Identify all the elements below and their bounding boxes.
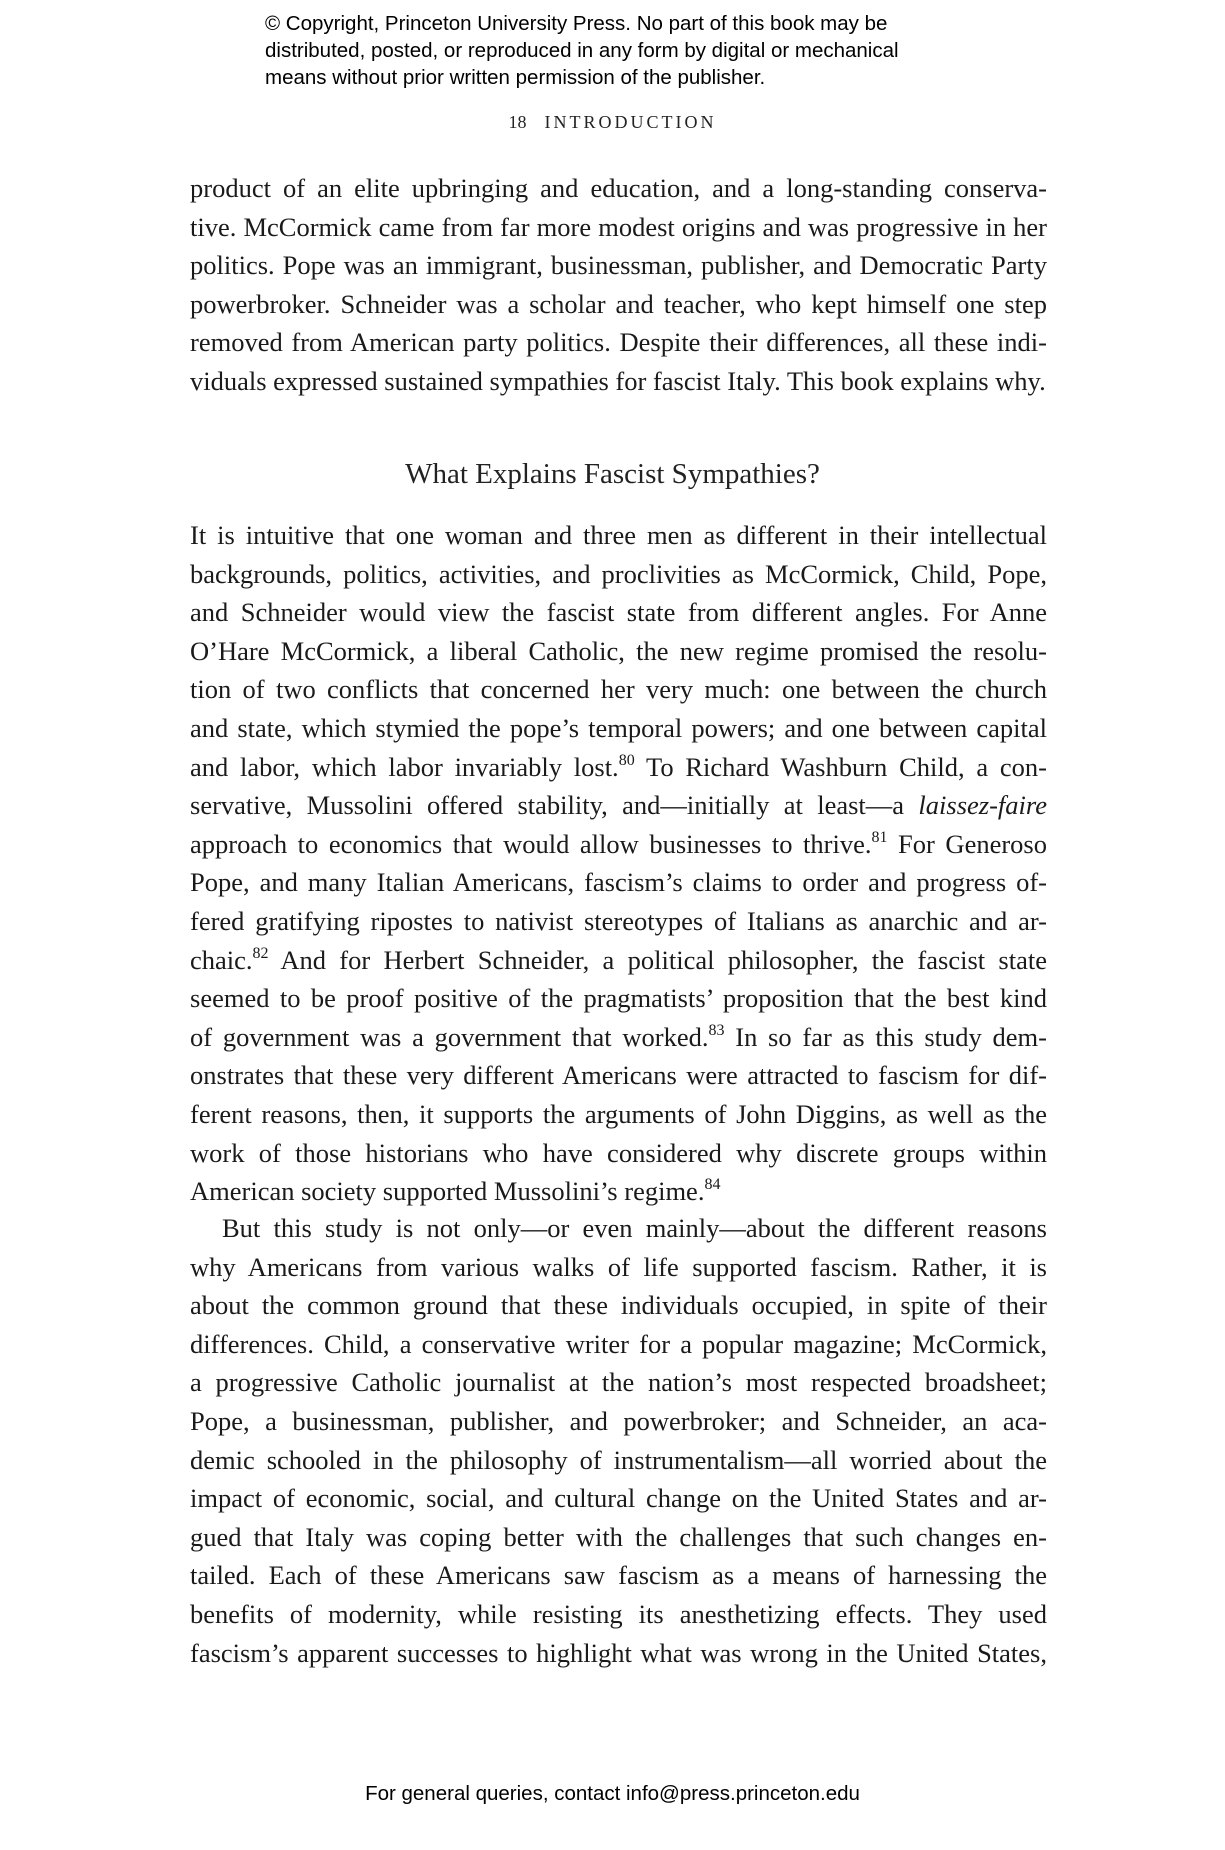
- text-run: tion of two conflicts that concerned her very much: one between the church: [190, 674, 1047, 705]
- text-line: [190, 1325, 1047, 1364]
- text-run: tailed. Each of these Americans saw fascism as a means of harnessing the: [190, 1560, 1047, 1591]
- text-run: ferent reasons, then, it supports the arguments of John Diggins, as well as the: [190, 1098, 1047, 1129]
- copyright-line: means without prior written permission of the publisher.: [265, 66, 766, 89]
- text-run: viduals expressed sustained sympathies for fascist Italy. This book explains why.: [190, 365, 1046, 396]
- text-line: [190, 979, 1047, 1018]
- text-run: And for Herbert Schneider, a political philosopher, the fascist state: [268, 944, 1047, 975]
- text-run: O’Hare McCormick, a liberal Catholic, the new regime promised the resolu-: [190, 635, 1047, 666]
- text-run: and state, which stymied the pope’s temporal powers; and one between capital: [190, 712, 1047, 743]
- text-run: It is intuitive that one woman and three men as different in their intellectual: [190, 520, 1047, 550]
- text-run: For Generoso: [887, 828, 1047, 859]
- text-line: [190, 748, 1047, 787]
- text-line: [190, 902, 1047, 941]
- text-line: [190, 208, 1047, 247]
- text-line: [190, 709, 1047, 748]
- text-line: [190, 593, 1047, 632]
- text-line: [190, 1402, 1047, 1441]
- text-run: differences. Child, a conservative writer for a popular magazine; McCormick,: [190, 1328, 1047, 1359]
- text-run: work of those historians who have considered why discrete groups within: [190, 1137, 1047, 1168]
- text-line: [190, 1134, 1047, 1173]
- text-line: [190, 1363, 1047, 1402]
- paragraph: [190, 1209, 1047, 1672]
- text-run: and labor, which labor invariably lost.: [190, 751, 619, 782]
- paragraph: [190, 516, 1047, 1211]
- text-line: [190, 1479, 1047, 1518]
- text-run: politics. Pope was an immigrant, businessman, publisher, and Democratic Party: [190, 250, 1047, 281]
- text-line: [190, 1018, 1047, 1057]
- text-run: In so far as this study dem-: [724, 1021, 1047, 1052]
- text-line: [190, 362, 1047, 401]
- text-run: impact of economic, social, and cultural change on the United States and ar-: [190, 1483, 1047, 1514]
- text-run: benefits of modernity, while resisting its anesthetizing effects. They used: [190, 1598, 1047, 1629]
- section-heading: What Explains Fascist Sympathies?: [405, 458, 820, 490]
- footnote-ref: 83: [708, 1021, 725, 1039]
- text-line: [190, 941, 1047, 980]
- text-run: fascism’s apparent successes to highlight what was wrong in the United States,: [190, 1637, 1047, 1668]
- text-run: American society supported Mussolini’s regime.: [190, 1176, 705, 1207]
- text-run: Pope, and many Italian Americans, fascism’s claims to order and progress of-: [190, 867, 1047, 898]
- text-run: demic schooled in the philosophy of instrumentalism—all worried about the: [190, 1444, 1047, 1475]
- text-run: removed from American party politics. Despite their differences, all these indi-: [190, 327, 1047, 358]
- text-line: [190, 516, 1047, 555]
- text-run: Pope, a businessman, publisher, and powerbroker; and Schneider, an aca-: [190, 1405, 1047, 1436]
- text-run: fered gratifying ripostes to nativist stereotypes of Italians as anarchic and ar-: [190, 905, 1047, 936]
- text-line: [190, 825, 1047, 864]
- text-line: [190, 1095, 1047, 1134]
- text-run: chaic.: [190, 944, 253, 975]
- text-line: [190, 246, 1047, 285]
- footnote-ref: 82: [252, 944, 269, 962]
- text-line: [190, 1248, 1047, 1287]
- text-line: [190, 1634, 1047, 1673]
- text-run: approach to economics that would allow businesses to thrive.: [190, 828, 872, 859]
- text-run: a progressive Catholic journalist at the nation’s most respected broadsheet;: [190, 1367, 1047, 1398]
- paragraph: [190, 169, 1047, 401]
- text-run: backgrounds, politics, activities, and proclivities as McCormick, Child, Pope,: [190, 558, 1047, 589]
- text-run: about the common ground that these individuals occupied, in spite of their: [190, 1290, 1047, 1321]
- text-line: [190, 285, 1047, 324]
- text-run: why Americans from various walks of life supported fascism. Rather, it is: [190, 1251, 1047, 1282]
- text-run: powerbroker. Schneider was a scholar and teacher, who kept himself one step: [190, 288, 1047, 319]
- footer-contact: For general queries, contact info@press.princeton.edu: [365, 1782, 860, 1805]
- text-line: [190, 1286, 1047, 1325]
- text-line: [190, 632, 1047, 671]
- footnote-ref: 84: [704, 1176, 721, 1194]
- copyright-line: © Copyright, Princeton University Press. No part of this book may be: [265, 12, 888, 35]
- text-line: [190, 1518, 1047, 1557]
- text-run: seemed to be proof positive of the pragmatists’ proposition that the best kind: [190, 983, 1047, 1014]
- text-line: [190, 786, 1047, 825]
- text-line: [190, 555, 1047, 594]
- text-line: [190, 1172, 1047, 1211]
- text-run: of government was a government that worked.: [190, 1021, 709, 1052]
- page-number: 18: [508, 112, 527, 132]
- text-run: To Richard Washburn Child, a con-: [634, 751, 1047, 782]
- copyright-notice: [265, 10, 899, 91]
- text-run: servative, Mussolini offered stability, and—initially at least—a: [190, 790, 919, 821]
- text-line: [190, 323, 1047, 362]
- text-line: [190, 1441, 1047, 1480]
- text-line: [190, 670, 1047, 709]
- running-head-title: INTRODUCTION: [544, 112, 717, 132]
- text-run: and Schneider would view the fascist state from different angles. For Anne: [190, 597, 1047, 628]
- text-line: [190, 1209, 1047, 1248]
- footnote-ref: 80: [618, 751, 635, 769]
- text-line: [190, 1556, 1047, 1595]
- running-head: [0, 112, 1225, 133]
- text-line: [190, 169, 1047, 208]
- text-run: onstrates that these very different Americans were attracted to fascism for dif-: [190, 1060, 1047, 1091]
- text-run: tive. McCormick came from far more modest origins and was progressive in her: [190, 211, 1047, 242]
- text-line: [190, 863, 1047, 902]
- copyright-line: distributed, posted, or reproduced in any form by digital or mechanical: [265, 39, 899, 62]
- footnote-ref: 81: [871, 828, 888, 846]
- text-line: [190, 1056, 1047, 1095]
- text-run: But this study is not only—or even mainly—about the different reasons: [222, 1213, 1047, 1243]
- text-run: product of an elite upbringing and education, and a long-standing conserva-: [190, 173, 1047, 203]
- text-run: gued that Italy was coping better with the challenges that such changes en-: [190, 1521, 1047, 1552]
- italic-text: laissez-faire: [918, 790, 1047, 821]
- text-line: [190, 1595, 1047, 1634]
